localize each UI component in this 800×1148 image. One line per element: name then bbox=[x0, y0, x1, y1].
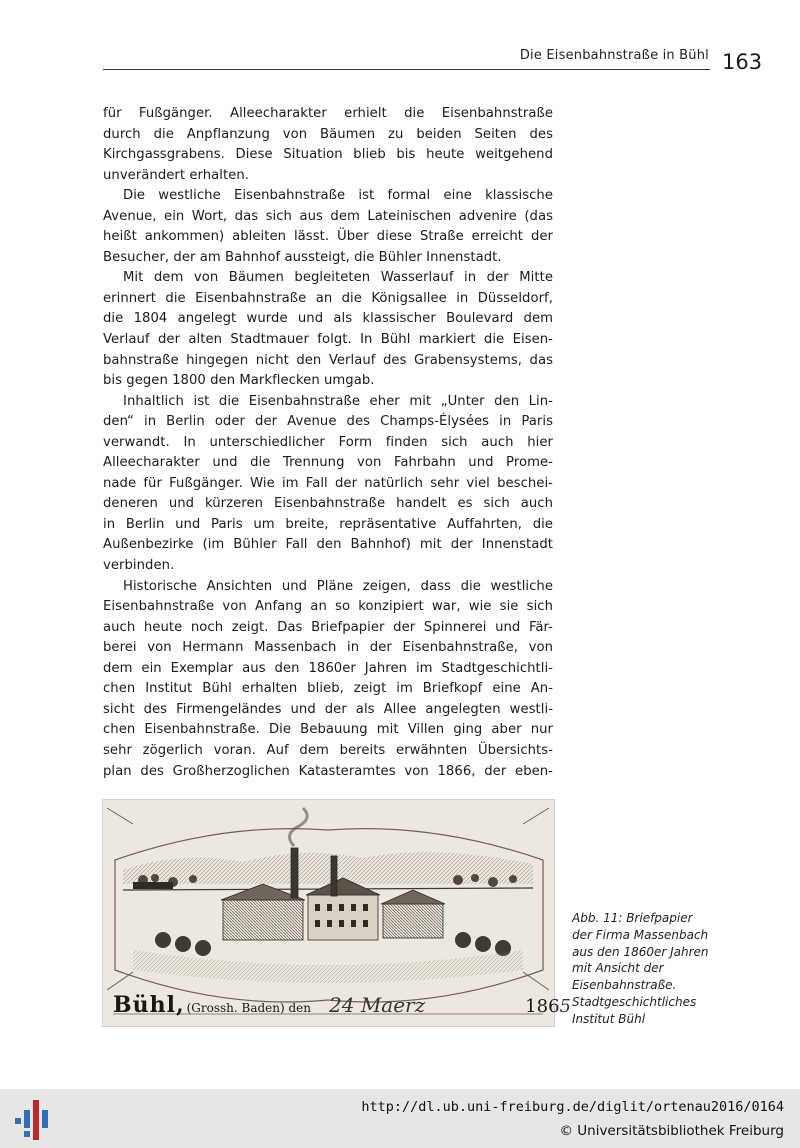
text-line: plan des Großherzoglichen Katasteramtes von 1866, der eben- bbox=[103, 763, 553, 779]
text-line: nade für Fußgänger. Wie im Fall der natürlich sehr viel beschei- bbox=[103, 475, 553, 491]
text-line: Außenbezirke (im Bühler Fall den Bahnhof) mit der Innenstadt bbox=[103, 537, 553, 553]
text-line: verwandt. In unterschiedlicher Form finden sich auch hier bbox=[103, 434, 553, 450]
footer-bar bbox=[0, 1089, 800, 1148]
caption-line: Abb. 11: Briefpapier bbox=[572, 911, 693, 925]
letterhead-year-handwritten: 5 bbox=[559, 996, 571, 1017]
library-logo-icon bbox=[13, 1098, 53, 1142]
text-line: deneren und kürzeren Eisenbahnstraße handelt es sich auch bbox=[103, 496, 553, 512]
text-line: durch die Anpflanzung von Bäumen zu beiden Seiten des bbox=[103, 126, 553, 142]
caption-line: Institut Bühl bbox=[572, 1011, 646, 1026]
caption-line: aus den 1860er Jahren bbox=[572, 944, 709, 959]
text-line: unverändert erhalten. bbox=[103, 167, 250, 183]
caption-line: mit Ansicht der bbox=[572, 961, 664, 976]
text-line: bahnstraße hingegen nicht den Verlauf des Grabensystems, das bbox=[103, 352, 553, 368]
header-rule bbox=[103, 69, 710, 70]
text-line: Verlauf der alten Stadtmauer folgt. In Bühl markiert die Eisen- bbox=[103, 332, 553, 348]
text-line: chen Eisenbahnstraße. Die Bebauung mit Villen ging aber nur bbox=[103, 722, 553, 738]
text-line: bis gegen 1800 den Markflecken umgab. bbox=[103, 373, 375, 389]
text-line: Die westliche Eisenbahnstraße ist formal eine klassische bbox=[123, 188, 553, 204]
running-title: Die Eisenbahnstraße in Bühl bbox=[519, 48, 709, 63]
caption-line: der Firma Massenbach bbox=[572, 927, 709, 942]
text-line: erinnert die Eisenbahnstraße an die Königsallee in Düsseldorf, bbox=[103, 290, 553, 306]
text-line: Inhaltlich ist die Eisenbahnstraße eher mit „Unter den Lin- bbox=[123, 393, 553, 409]
text-line: auch heute noch zeigt. Das Briefpapier der Spinnerei und Fär- bbox=[103, 619, 553, 635]
text-line: sicht des Firmengeländes und der als Allee angelegten westli- bbox=[103, 701, 553, 717]
text-line: heißt ankommen) ableiten lässt. Über diese Straße erreicht der bbox=[103, 229, 553, 245]
body-text bbox=[103, 104, 553, 782]
text-line: Alleecharakter und die Trennung von Fahrbahn und Prome- bbox=[103, 455, 553, 471]
text-line: Historische Ansichten und Pläne zeigen, dass die westliche bbox=[123, 578, 553, 594]
text-line: die 1804 angelegt wurde und als klassischer Boulevard dem bbox=[103, 311, 553, 327]
text-line: verbinden. bbox=[103, 558, 175, 574]
letterhead-engraving bbox=[102, 799, 571, 1027]
text-line: für Fußgänger. Alleecharakter erhielt die Eisenbahnstraße bbox=[103, 106, 553, 121]
text-line: Mit dem von Bäumen begleiteten Wasserlauf in der Mitte bbox=[123, 270, 553, 286]
text-line: Kirchgassgrabens. Diese Situation blieb bis heute weitgehend bbox=[103, 147, 553, 163]
figure-caption bbox=[572, 910, 722, 1028]
letterhead-state: (Grossh. Baden) den bbox=[186, 1001, 312, 1015]
letterhead-handwritten-date: 24 Maerz bbox=[329, 993, 426, 1017]
footer-copyright: © Universitätsbibliothek Freiburg bbox=[559, 1123, 784, 1139]
text-line: berei von Hermann Massenbach in der Eisenbahnstraße, von bbox=[103, 640, 553, 656]
text-line: Avenue, ein Wort, das sich aus dem Lateinischen advenire (das bbox=[103, 208, 553, 224]
text-line: chen Institut Bühl erhalten blieb, zeigt im Briefkopf eine An- bbox=[103, 681, 553, 697]
text-line: Eisenbahnstraße von Anfang an so konzipiert war, wie sie sich bbox=[103, 599, 553, 615]
letterhead-line bbox=[113, 992, 571, 1018]
text-line: den“ in Berlin oder der Avenue des Champs-Élysées in Paris bbox=[103, 414, 553, 430]
letterhead-town: Bühl, bbox=[113, 992, 185, 1018]
footer-url-link[interactable]: http://dl.ub.uni-freiburg.de/diglit/ortenau2016/0164 bbox=[361, 1099, 784, 1115]
page-number: 163 bbox=[722, 50, 763, 74]
caption-line: Stadtgeschichtliches bbox=[572, 994, 697, 1009]
text-line: Besucher, der am Bahnhof aussteigt, die Bühler Innenstadt. bbox=[103, 249, 502, 265]
letterhead-year-printed: 186 bbox=[525, 996, 560, 1017]
text-line: dem ein Exemplar aus den 1860er Jahren im Stadtgeschichtli- bbox=[103, 660, 553, 676]
text-line: in Berlin und Paris um breite, repräsentative Auffahrten, die bbox=[103, 516, 553, 532]
caption-line: Eisenbahnstraße. bbox=[572, 978, 677, 993]
text-line: sehr zögerlich voran. Auf dem bereits erwähnten Übersichts- bbox=[103, 742, 553, 758]
